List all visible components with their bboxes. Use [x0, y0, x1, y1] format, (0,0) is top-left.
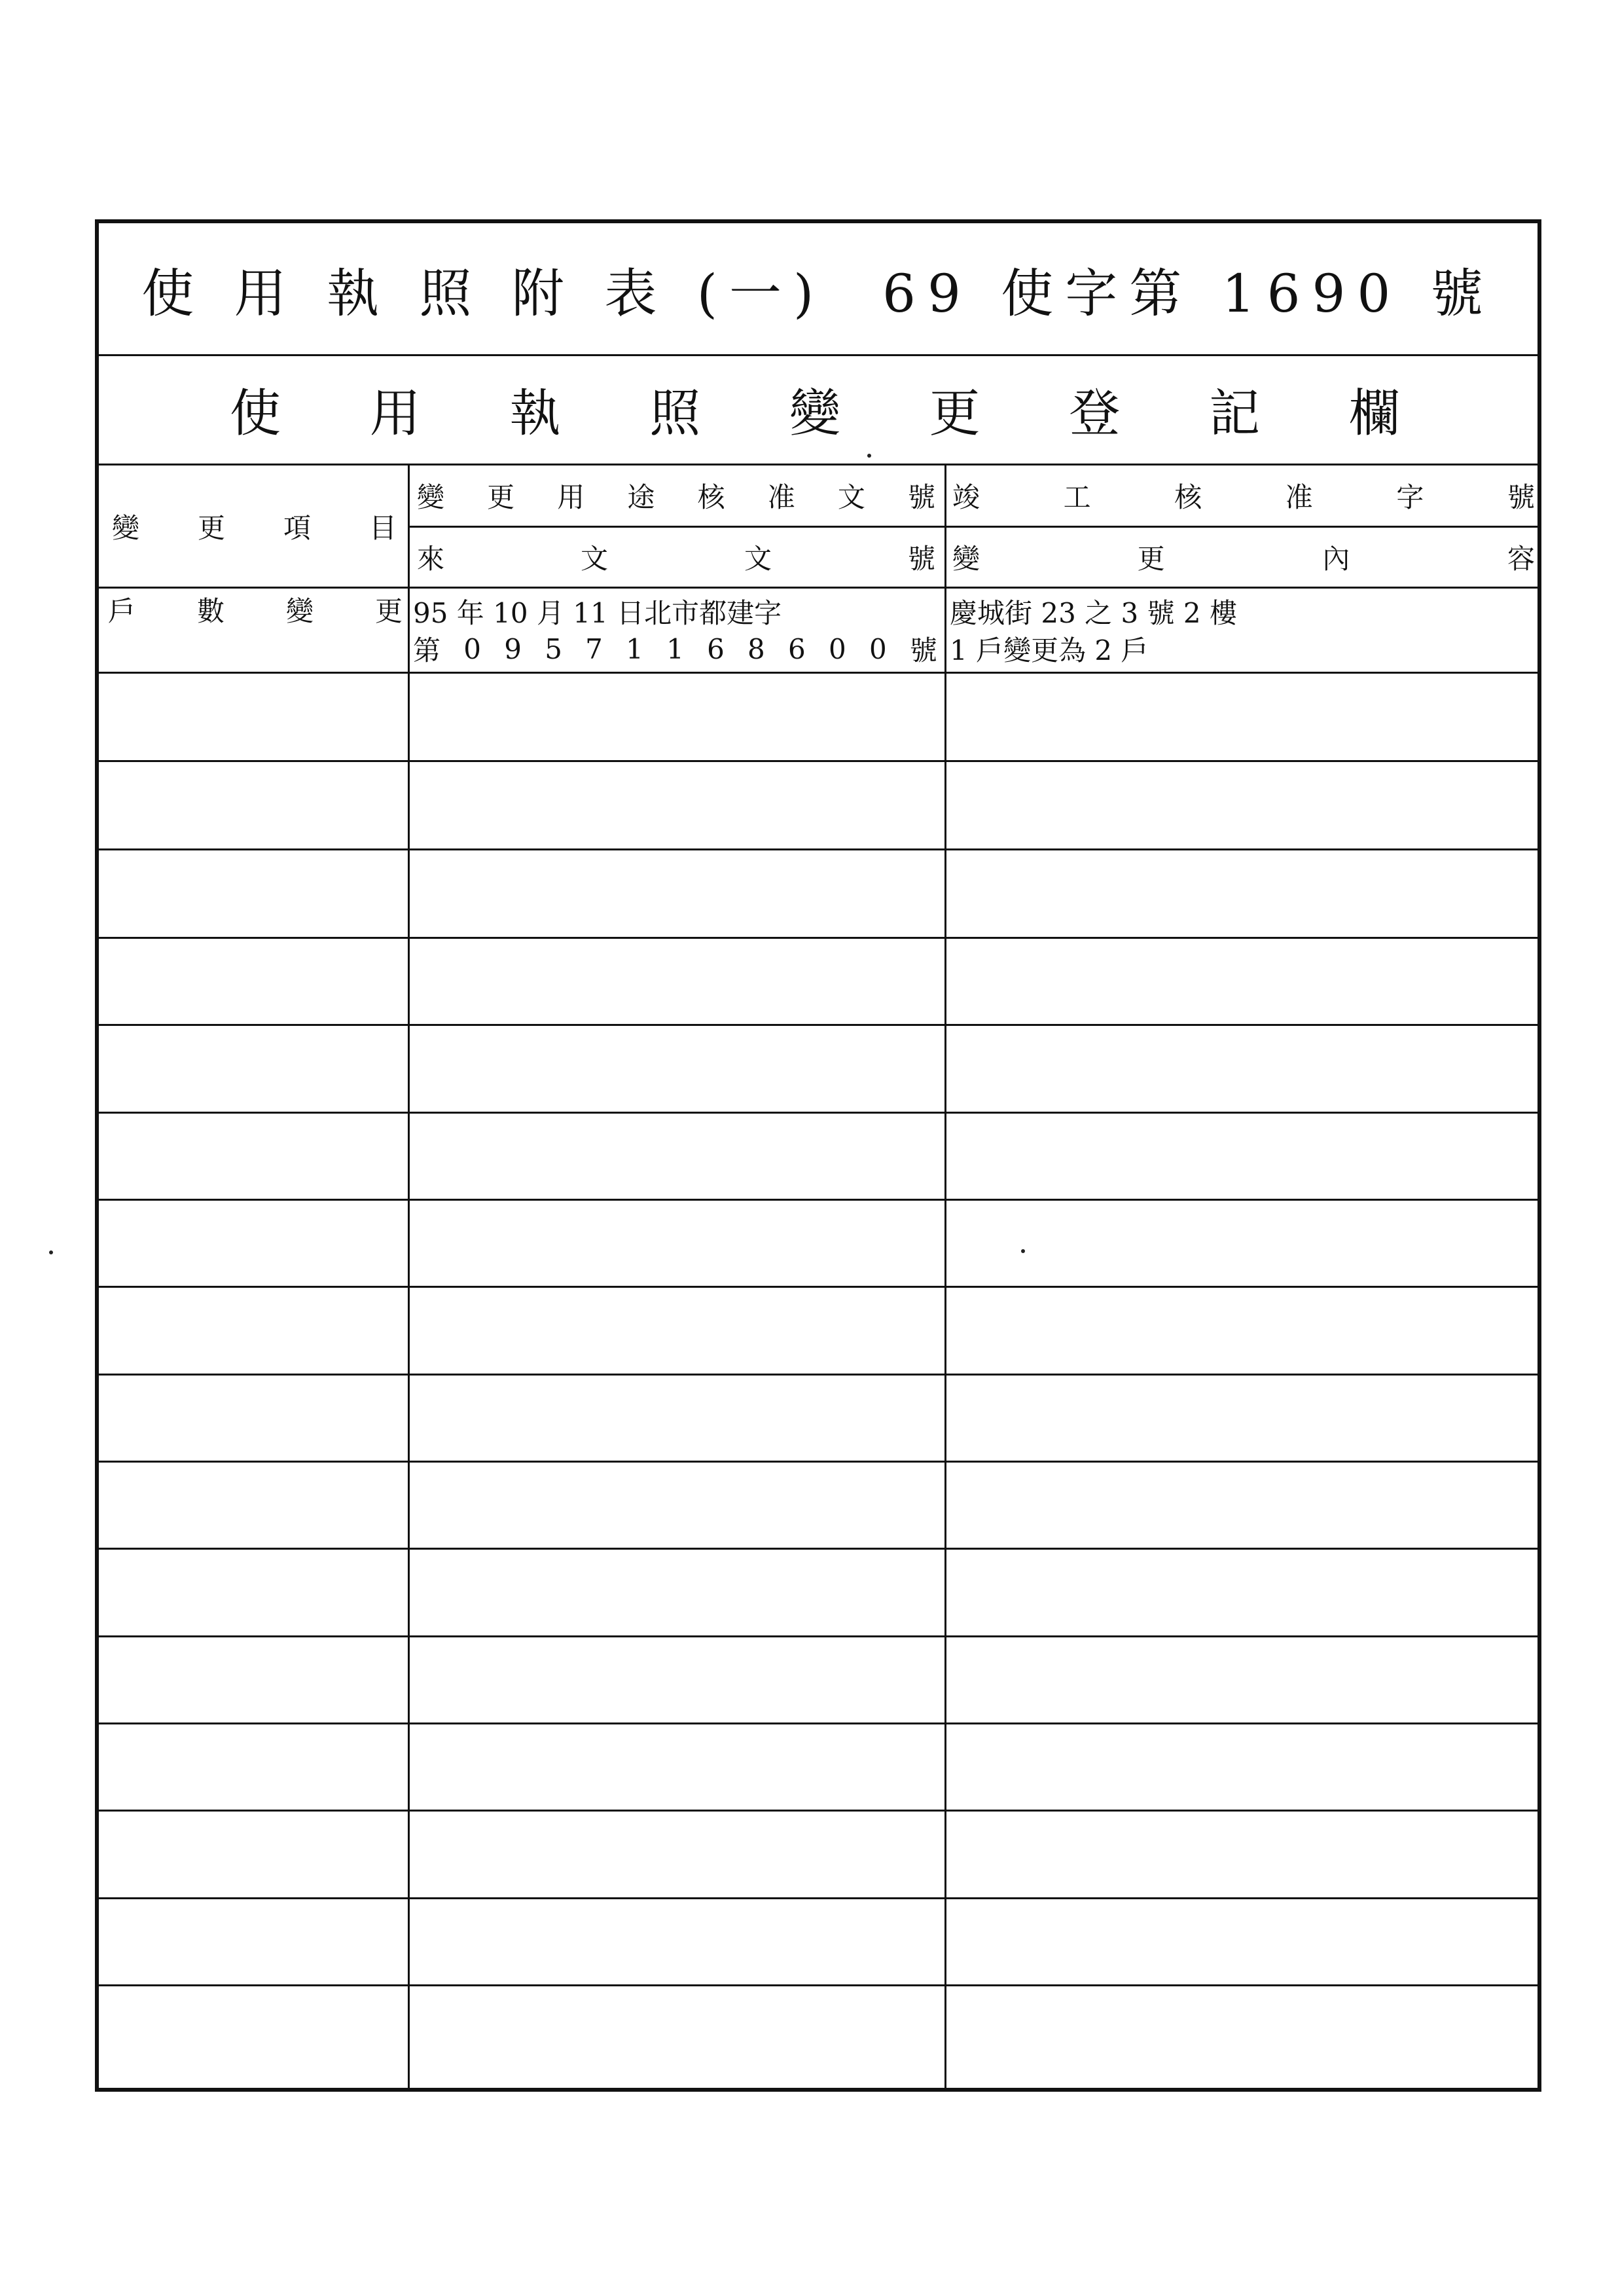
subtitle-char: 登: [1069, 384, 1121, 443]
header-char: 文: [580, 543, 608, 575]
row-line: [99, 848, 1537, 850]
doc-prefix: 第: [413, 634, 441, 666]
subtitle-char: 變: [789, 384, 840, 443]
scan-speck: [49, 1250, 53, 1254]
doc-suffix: 號: [909, 634, 937, 666]
subtitle-char: 使: [230, 384, 281, 443]
subtitle-char: 記: [1209, 384, 1261, 443]
registration-form: [95, 219, 1541, 2092]
row-line: [99, 1286, 1537, 1288]
row-line: [99, 937, 1537, 939]
subtitle-char: 照: [649, 384, 701, 443]
form-title-row: [99, 223, 1537, 356]
entry-content-line-2: 1 戶變更為 2 戶: [950, 634, 1149, 666]
header-incoming-doc-number: [414, 528, 938, 587]
header-char: 更: [487, 481, 515, 513]
column-divider: [408, 465, 410, 2088]
subtitle-char: 執: [509, 384, 561, 443]
header-char: 字: [1396, 481, 1424, 513]
entry-doc-line-2: [413, 630, 940, 667]
entry-content-line-1: 慶城街 23 之 3 號 2 樓: [950, 597, 1237, 629]
doc-digit: 6: [707, 632, 725, 665]
header-char: 准: [1285, 481, 1313, 513]
doc-digit: 7: [585, 632, 603, 665]
entry-char: 更: [374, 595, 403, 627]
header-char: 更: [197, 511, 225, 544]
form-title: 使 用 執 照 附 表 (一) 69 使字第 1690 號: [141, 263, 1495, 324]
row-line: [99, 1984, 1537, 1986]
row-line: [99, 1024, 1537, 1026]
header-char: 變: [417, 481, 445, 513]
row-line: [99, 760, 1537, 762]
doc-digit: 5: [545, 632, 562, 665]
header-char: 工: [1063, 481, 1091, 513]
header-char: 核: [1174, 481, 1202, 513]
scan-speck: [1021, 1249, 1025, 1253]
subtitle-char: 更: [929, 384, 980, 443]
doc-digit: 1: [666, 632, 684, 665]
header-approval-doc-number: [414, 465, 938, 526]
header-char: 號: [907, 543, 935, 575]
header-change-content: [950, 528, 1537, 587]
header-char: 變: [112, 511, 140, 544]
header-char: 用: [557, 481, 585, 513]
record-table: [99, 465, 1537, 2088]
header-char: 竣: [952, 481, 980, 513]
header-char: 文: [837, 481, 865, 513]
header-char: 號: [907, 481, 935, 513]
row-line: [99, 1897, 1537, 1899]
header-char: 容: [1507, 543, 1535, 575]
row-line: [99, 1199, 1537, 1201]
row-line: [99, 1810, 1537, 1812]
header-char: 途: [627, 481, 655, 513]
header-char: 內: [1322, 543, 1350, 575]
header-char: 更: [1137, 543, 1165, 575]
subtitle-char: 用: [369, 384, 421, 443]
header-char: 核: [697, 481, 725, 513]
entry-change-item: [104, 590, 406, 629]
row-line: [99, 1722, 1537, 1724]
doc-digit: 1: [626, 632, 643, 665]
doc-digit: 0: [828, 632, 846, 665]
row-line: [99, 1635, 1537, 1637]
entry-char: 戶: [108, 595, 136, 627]
doc-digit: 8: [747, 632, 765, 665]
entry-char: 數: [196, 595, 225, 627]
row-line: [99, 1548, 1537, 1550]
doc-digit: 6: [788, 632, 806, 665]
column-divider: [944, 465, 946, 2088]
header-char: 目: [369, 511, 397, 544]
form-subtitle-row: [99, 354, 1537, 465]
header-char: 號: [1507, 481, 1535, 513]
header-char: 文: [744, 543, 772, 575]
entry-doc-line-1: 95 年 10 月 11 日北市都建字: [413, 597, 782, 629]
row-line: [99, 1461, 1537, 1463]
header-char: 准: [767, 481, 795, 513]
row-line: [99, 672, 1537, 674]
doc-digit: 0: [463, 632, 481, 665]
header-char: 來: [417, 543, 445, 575]
row-line: [99, 1112, 1537, 1114]
doc-digit: 0: [869, 632, 887, 665]
scan-speck: [867, 454, 871, 458]
doc-digit: 9: [504, 632, 522, 665]
header-change-item: [105, 465, 403, 587]
header-completion-approval-number: [950, 465, 1537, 526]
row-line: [99, 1374, 1537, 1376]
row-line: [99, 587, 1537, 589]
entry-char: 變: [285, 595, 314, 627]
header-char: 變: [952, 543, 980, 575]
header-char: 項: [283, 511, 311, 544]
subtitle-char: 欄: [1348, 384, 1400, 443]
